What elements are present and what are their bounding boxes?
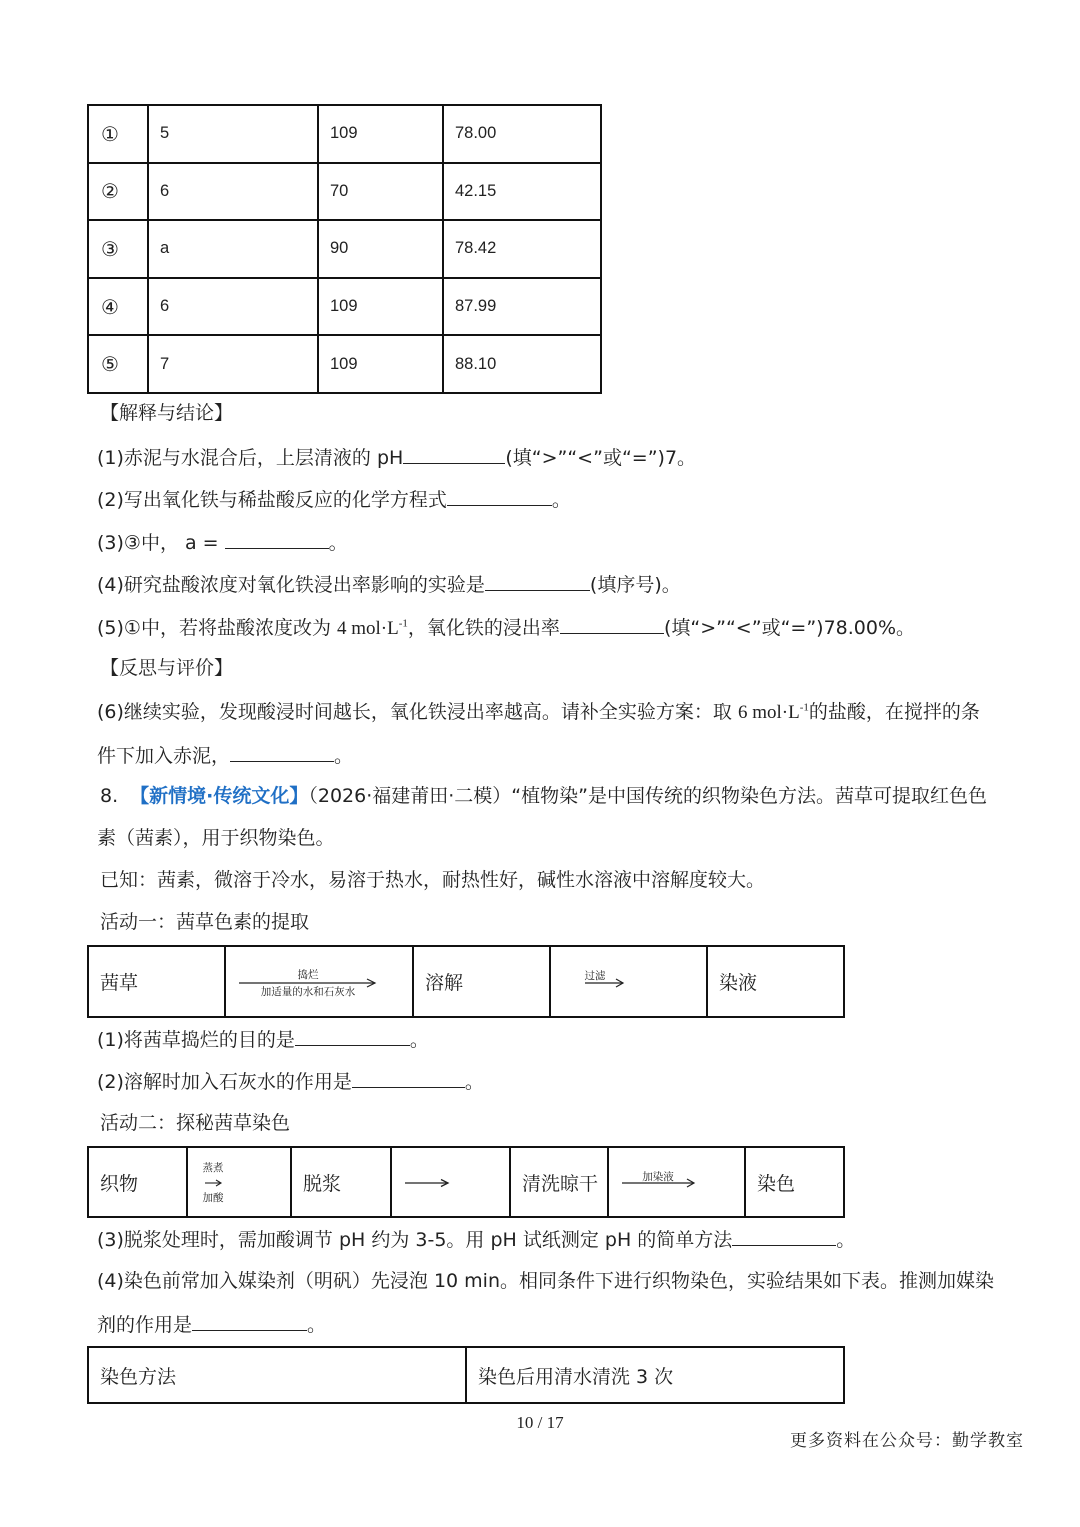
table-cell: 5 (148, 105, 318, 163)
experiment-number-cell: ④ (88, 278, 148, 336)
experiment-data-table (87, 104, 602, 394)
flow-step: 茜草 (88, 946, 225, 1017)
answer-blank (225, 530, 329, 549)
dyeing-result-table (87, 1346, 845, 1404)
question-source: （2026·福建莆田·二模） (308, 785, 512, 807)
reflect-q6-line2 (97, 743, 353, 767)
table-cell: 78.00 (443, 105, 601, 163)
answer-blank (447, 487, 552, 506)
question-text: 的盐酸，在搅拌的条 (808, 701, 980, 723)
question-text: (5)①中，若将盐酸浓度改为 (97, 617, 331, 639)
question-text: (3)③中， a = (97, 532, 225, 554)
table-cell: 109 (318, 278, 443, 336)
extraction-flow-diagram (87, 945, 845, 1018)
activity2-q4-line2 (97, 1312, 326, 1336)
flow-step: 染液 (707, 946, 844, 1017)
answer-blank (560, 615, 664, 634)
table-row (88, 105, 601, 163)
arrow-right-icon (205, 1178, 223, 1188)
question-text: (1)将茜草捣烂的目的是 (97, 1029, 295, 1051)
table-cell: 70 (318, 163, 443, 221)
activity1-title: 活动一：茜草色素的提取 (100, 911, 310, 933)
explain-q4-line (97, 572, 681, 596)
experiment-number-cell: ⑤ (88, 335, 148, 393)
section-heading-reflect: 【反思与评价】 (100, 657, 234, 679)
flow-arrow-cell (187, 1147, 291, 1217)
question-text: 件下加入赤泥， (97, 745, 231, 767)
table-cell: 88.10 (443, 335, 601, 393)
activity2-title: 活动二：探秘茜草染色 (100, 1112, 291, 1134)
arrow-label-top: 蒸煮 (202, 1161, 224, 1174)
flow-row (88, 946, 844, 1017)
flow-arrow-cell (225, 946, 413, 1017)
arrow-label-bottom: 加适量的水和石灰水 (260, 986, 356, 998)
answer-blank (485, 572, 590, 591)
flow-step: 溶解 (413, 946, 550, 1017)
question-text: (6)继续实验，发现酸浸时间越长，氧化铁浸出率越高。请补全实验方案：取 (97, 701, 732, 723)
question-text: 。 (307, 1314, 327, 1336)
question-text: (2)溶解时加入石灰水的作用是 (97, 1071, 352, 1093)
question-text: (1)赤泥与水混合后，上层清液的 pH (97, 447, 404, 469)
explain-q5-line (97, 615, 915, 639)
question-text: (填“>”“<”或“=”)78.00%。 (663, 617, 916, 639)
table-header-row (88, 1347, 844, 1403)
table-cell: 78.42 (443, 220, 601, 278)
table-cell: 109 (318, 335, 443, 393)
question-text: 。 (328, 532, 348, 554)
flow-arrow-box (551, 948, 706, 1015)
table-row (88, 220, 601, 278)
page-number: 10 / 17 (516, 1413, 564, 1432)
arrow-right-icon (622, 1178, 696, 1188)
question-text: (3)脱浆处理时，需加酸调节 pH 约为 3-5。用 pH 试纸测定 pH 的简单方法 (97, 1229, 733, 1251)
flow-arrow-box (609, 1149, 744, 1216)
unit-superscript: -1 (398, 617, 408, 630)
answer-blank (230, 743, 334, 762)
table-cell: a (148, 220, 318, 278)
table-row (88, 278, 601, 336)
table-cell: 6 (148, 163, 318, 221)
question-text: 。 (464, 1071, 484, 1093)
table-row (88, 163, 601, 221)
table-cell: 87.99 (443, 278, 601, 336)
question-number: 8. (100, 785, 119, 807)
context-tag: 【新情境·传统文化】 (130, 785, 309, 807)
table-cell: 42.15 (443, 163, 601, 221)
experiment-number-cell: ② (88, 163, 148, 221)
explain-q1-line (97, 445, 696, 469)
arrow-right-icon (585, 978, 625, 988)
table-cell: 90 (318, 220, 443, 278)
flow-step: 脱浆 (291, 1147, 391, 1217)
answer-blank (732, 1227, 836, 1246)
experiment-number-cell: ③ (88, 220, 148, 278)
question-text: 。 (334, 745, 354, 767)
table-header-cell: 染色后用清水清洗 3 次 (466, 1347, 844, 1403)
question-text: ，氧化铁的浸出率 (407, 617, 560, 639)
activity2-q4-line1: (4)染色前常加入媒染剂（明矾）先浸泡 10 min。相同条件下进行织物染色，实验结果如下表。推测加媒染 (97, 1270, 995, 1292)
flow-row (88, 1147, 844, 1217)
activity1-q1-line (97, 1027, 429, 1051)
q8-line1 (100, 784, 987, 808)
flow-step: 染色 (745, 1147, 844, 1217)
concentration-unit: 4 mol·L (337, 618, 399, 639)
activity2-q3-line (97, 1227, 855, 1251)
flow-arrow-cell (550, 946, 707, 1017)
table-cell: 7 (148, 335, 318, 393)
arrow-label-top: 捣烂 (297, 969, 319, 981)
arrow-label-bottom: 加酸 (202, 1191, 224, 1204)
answer-blank (403, 445, 505, 464)
question-text: (填序号)。 (589, 574, 681, 596)
question-text: 剂的作用是 (97, 1314, 193, 1336)
section-heading-explain: 【解释与结论】 (100, 402, 234, 424)
experiment-number-cell: ① (88, 105, 148, 163)
table-cell: 6 (148, 278, 318, 336)
reflect-q6-line1 (97, 700, 980, 724)
concentration-unit: 6 mol·L (737, 702, 800, 723)
answer-blank (352, 1069, 465, 1088)
question-text: 。 (409, 1029, 429, 1051)
table-row (88, 335, 601, 393)
flow-arrow-cell (608, 1147, 745, 1217)
question-text: 。 (836, 1229, 856, 1251)
q8-line2: 素（茜素），用于织物染色。 (97, 827, 335, 849)
arrow-label-top: 过滤 (584, 970, 606, 982)
arrow-right-icon (405, 1178, 450, 1188)
question-text: “植物染”是中国传统的织物染色方法。茜草可提取红色色 (511, 785, 987, 807)
flow-arrow-box (226, 948, 412, 1015)
question-text: (2)写出氧化铁与稀盐酸反应的化学方程式 (97, 489, 447, 511)
table-header-cell: 染色方法 (88, 1347, 466, 1403)
question-text: 。 (551, 489, 571, 511)
table-cell: 109 (318, 105, 443, 163)
answer-blank (295, 1027, 410, 1046)
question-text: (4)研究盐酸浓度对氧化铁浸出率影响的实验是 (97, 574, 485, 596)
unit-superscript: -1 (799, 701, 809, 714)
question-text: (填“>”“<”或“=”)7。 (505, 447, 697, 469)
activity1-q2-line (97, 1069, 484, 1093)
flow-arrow-cell (391, 1147, 510, 1217)
arrow-label-top: 加染液 (642, 1170, 674, 1183)
flow-step: 织物 (88, 1147, 187, 1217)
q8-known-info: 已知：茜素，微溶于冷水，易溶于热水，耐热性好，碱性水溶液中溶解度较大。 (100, 869, 766, 891)
explain-q2-line (97, 487, 571, 511)
flow-arrow-box (188, 1149, 290, 1216)
flow-step: 清洗晾干 (510, 1147, 608, 1217)
explain-q3-line (97, 530, 348, 554)
dyeing-flow-diagram (87, 1146, 845, 1218)
flow-arrow-box (392, 1149, 509, 1216)
watermark-text: 更多资料在公众号：勤学教室 (790, 1431, 1024, 1451)
answer-blank (192, 1312, 307, 1331)
